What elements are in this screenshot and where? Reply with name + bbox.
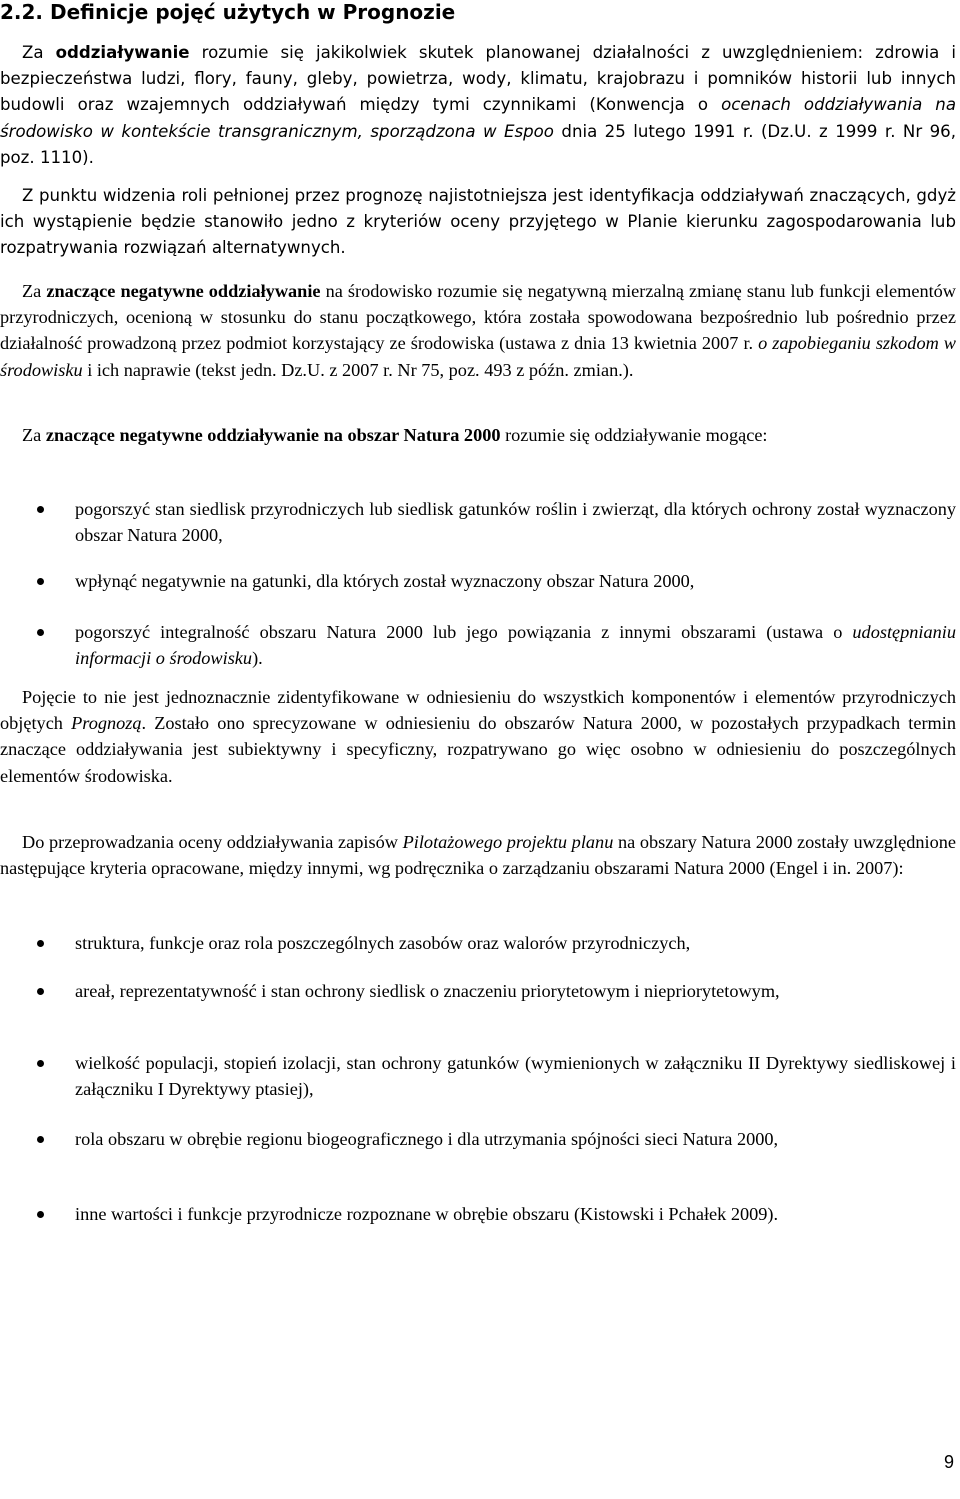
paragraph-concept: [0, 684, 956, 789]
section-heading: 2.2. Definicje pojęć użytych w Prognozie: [0, 0, 456, 24]
text: pogorszyć integralność obszaru Natura 2000 lub jego powiązania z innymi obszarami (ustawa o: [75, 622, 853, 642]
page-number: 9: [943, 1452, 954, 1472]
list-item: [0, 1201, 956, 1227]
paragraph-criteria: [0, 829, 956, 881]
bullet-icon: [37, 988, 44, 995]
paragraph-significant-negative-impact: [0, 278, 956, 383]
document-title: Pilotażowego projektu planu: [402, 832, 614, 852]
text: dnia 25 lutego 1991 r. (Dz.U. z 1999 r. Nr 96, poz. 1110).: [0, 121, 956, 167]
paragraph-definition-impact: [0, 40, 956, 171]
bullet-icon: [37, 1136, 44, 1143]
text: rozumie się jakikolwiek skutek planowanej działalności z uwzględnieniem: zdrowia i bezpieczeństwa ludzi, flory, fauny, gleby, powietrza, wody, klimatu, krajobrazu i pomników historii lub innych budowli oraz wzajemnych oddziaływań między tymi czynnikami (Konwencja o: [0, 43, 957, 115]
text: na środowisko rozumie się negatywną mierzalną zmianę stanu lub funkcji elementów przyrodniczych, ocenioną w stosunku do stanu początkowego, która została spowodowana bezpośrednio lub pośrednio przez działalność prowadzoną przez podmiot korzystający ze środowiska (ustawa z dnia 13 kwietnia 2007 r.: [0, 281, 957, 354]
convention-title: ocenach oddziaływania na środowisko w kontekście transgranicznym, sporządzona w Espoo: [0, 95, 956, 141]
list-item: [0, 1050, 956, 1102]
list-item-text: areał, reprezentatywność i stan ochrony siedlisk o znaczeniu priorytetowym i niepriorytetowym,: [75, 981, 780, 1001]
text: na obszary Natura 2000 zostały uwzględnione następujące kryteria opracowane, między innymi, wg podręcznika o zarządzaniu obszarami Natura 2000 (Engel i in. 2007):: [0, 832, 956, 879]
list-item-text: [75, 496, 956, 548]
list-item-text: [75, 568, 956, 594]
bullet-icon: [37, 629, 44, 636]
text: i ich naprawie (tekst jedn. Dz.U. z 2007 r. Nr 75, poz. 493 z późn. zmian.).: [82, 359, 634, 380]
act-title: o zapobieganiu szkodom w środowisku: [0, 333, 956, 380]
paragraph-significance: [0, 183, 956, 262]
term-bold: znaczące negatywne oddziaływanie: [46, 281, 321, 301]
list-item-text: [75, 619, 956, 671]
paragraph-natura-impact: [0, 422, 956, 448]
list-item: [0, 568, 956, 594]
list-item-text: inne wartości i funkcje przyrodnicze rozpoznane w obrębie obszaru (Kistowski i Pchałek 2009).: [75, 1204, 779, 1224]
bullet-icon: [37, 506, 44, 513]
list-item: [0, 978, 956, 1004]
text: Pojęcie to nie jest jednoznacznie zidentyfikowane w odniesieniu do wszystkich komponentów i elementów przyrodniczych objętych: [0, 687, 956, 734]
text: . Zostało ono sprecyzowane w odniesieniu do obszarów Natura 2000, w pozostałych przypadkach termin znaczące oddziaływania jest subiektywny i specyficzny, rozpatrywano go więc osobno w odniesieniu do poszczególnych elementów środowiska.: [0, 713, 956, 786]
list-item: [0, 496, 956, 548]
list-item-text: rola obszaru w obrębie regionu biogeograficznego i dla utrzymania spójności sieci Natura 2000,: [75, 1129, 779, 1149]
text: Za: [22, 425, 46, 445]
text: Do przeprowadzania oceny oddziaływania zapisów: [22, 832, 403, 852]
bullet-icon: [37, 1211, 44, 1218]
bullet-icon: [37, 940, 44, 947]
bullet-icon: [37, 1060, 44, 1067]
list-item: [0, 930, 956, 956]
term-bold: oddziaływanie: [55, 43, 190, 62]
term-bold: znaczące negatywne oddziaływanie na obszar Natura 2000: [45, 425, 501, 445]
text: ).: [252, 648, 263, 669]
list-item: [0, 1126, 956, 1152]
text: Za: [22, 43, 56, 62]
text: Z punktu widzenia roli pełnionej przez prognozę najistotniejsza jest identyfikacja oddziaływań znaczących, gdyż ich wystąpienie będzie stanowiło jedno z kryteriów oceny przyjętego w Planie kierunku zagospodarowania lub rozpatrywania rozwiązań alternatywnych.: [0, 186, 956, 258]
list-item-text: struktura, funkcje oraz rola poszczególnych zasobów oraz walorów przyrodniczych,: [75, 933, 691, 953]
list-item-text: wielkość populacji, stopień izolacji, stan ochrony gatunków (wymienionych w załączniku II Dyrektywy siedliskowej i załączniku I Dyrektywy ptasiej),: [75, 1053, 956, 1100]
document-title: Prognozą: [71, 713, 142, 734]
list-item: [0, 619, 956, 671]
text: rozumie się oddziaływanie mogące:: [500, 425, 768, 445]
act-title: udostępnianiu informacji o środowisku: [75, 622, 956, 669]
bullet-icon: [37, 578, 44, 585]
text: Za: [22, 281, 47, 301]
text: wpłynąć negatywnie na gatunki, dla których został wyznaczony obszar Natura 2000,: [75, 571, 695, 591]
text: pogorszyć stan siedlisk przyrodniczych lub siedlisk gatunków roślin i zwierząt, dla których ochrony został wyznaczony obszar Natura 2000,: [75, 499, 956, 546]
